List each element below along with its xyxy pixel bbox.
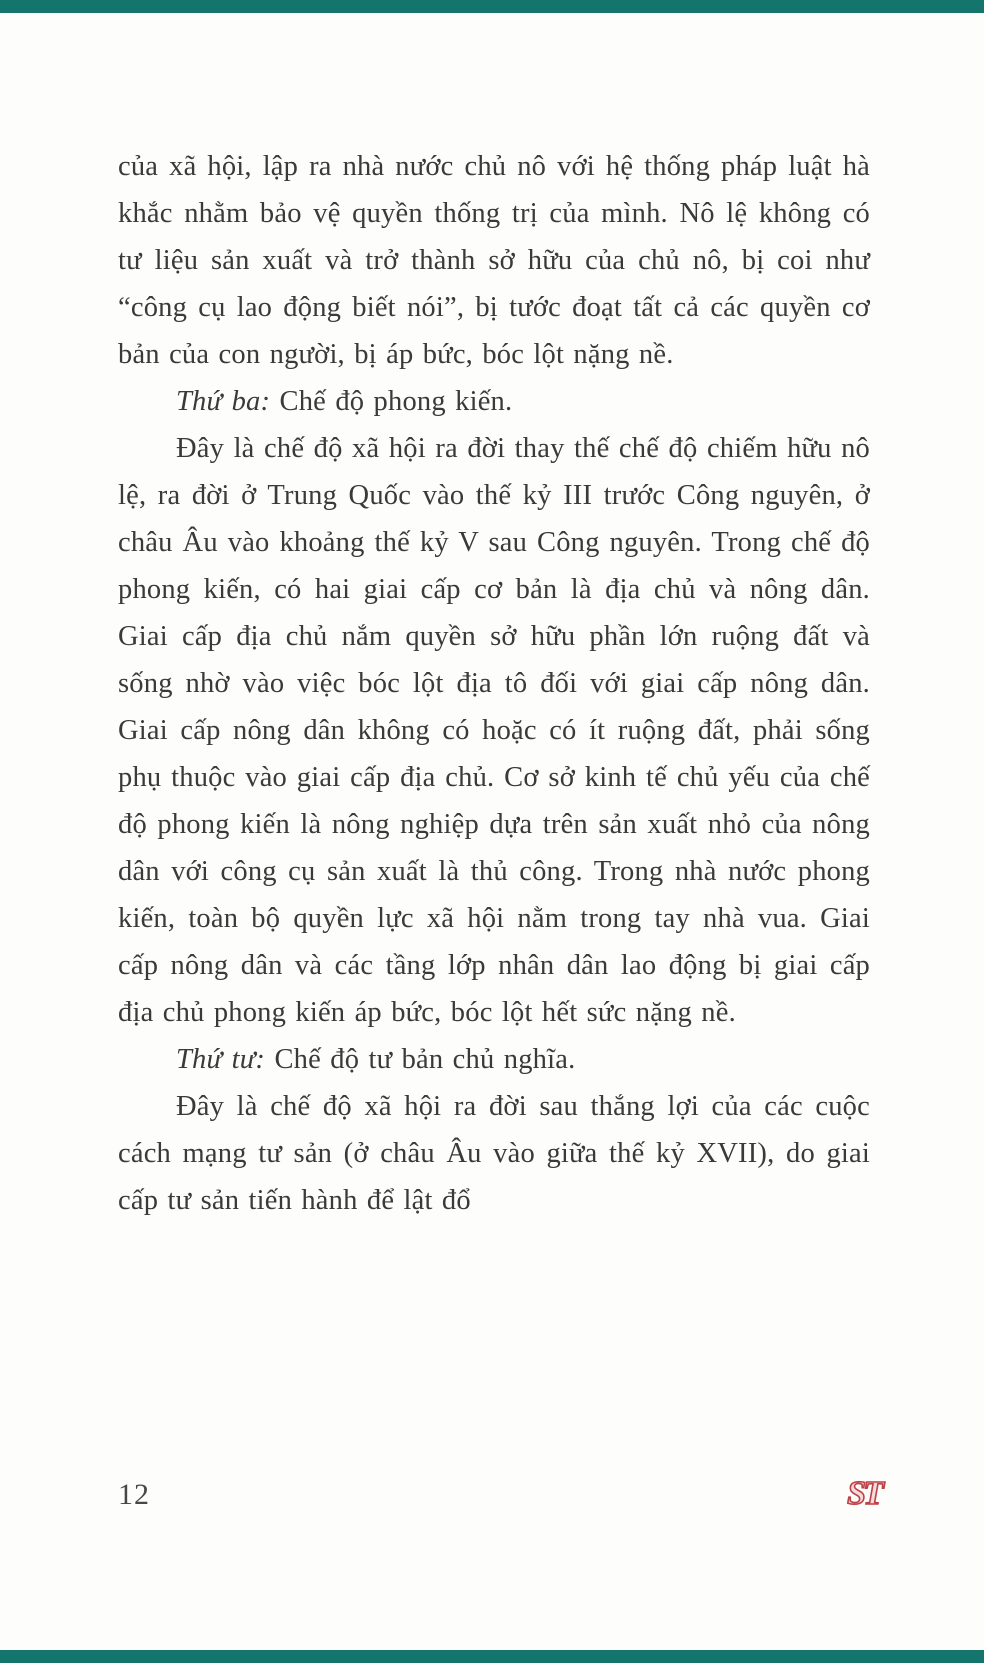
paragraph: Đây là chế độ xã hội ra đời sau thắng lợi của các cuộc cách mạng tư sản (ở châu Âu vào giữa thế kỷ XVII), do giai cấp tư sản tiến hành để lật đổ: [118, 1091, 870, 1216]
paragraph-text: Chế độ tư bản chủ nghĩa.: [265, 1044, 576, 1075]
paragraph-lead: Thứ tư:: [176, 1044, 266, 1075]
page-text: [118, 143, 870, 1224]
bottom-border: [0, 1650, 984, 1663]
paragraph: Đây là chế độ xã hội ra đời thay thế chế độ chiếm hữu nô lệ, ra đời ở Trung Quốc vào thế kỷ III trước Công nguyên, ở châu Âu vào khoảng thế kỷ V sau Công nguyên. Trong chế độ phong kiến, có hai giai cấp cơ bản là địa chủ và nông dân. Giai cấp địa chủ nắm quyền sở hữu phần lớn ruộng đất và sống nhờ vào việc bóc lột địa tô đối với giai cấp nông dân. Giai cấp nông dân không có hoặc có ít ruộng đất, phải sống phụ thuộc vào giai cấp địa chủ. Cơ sở kinh tế chủ yếu của chế độ phong kiến là nông nghiệp dựa trên sản xuất nhỏ của nông dân với công cụ sản xuất là thủ công. Trong nhà nước phong kiến, toàn bộ quyền lực xã hội nằm trong tay nhà vua. Giai cấp nông dân và các tầng lớp nhân dân lao động bị giai cấp địa chủ phong kiến áp bức, bóc lột hết sức nặng nề.: [118, 433, 870, 1028]
publisher-logo: [842, 1470, 886, 1518]
paragraph: [118, 378, 870, 425]
page-number: 12: [118, 1478, 150, 1511]
paragraph: của xã hội, lập ra nhà nước chủ nô với hệ thống pháp luật hà khắc nhằm bảo vệ quyền thống trị của mình. Nô lệ không có tư liệu sản xuất và trở thành sở hữu của chủ nô, bị coi như “công cụ lao động biết nói”, bị tước đoạt tất cả các quyền cơ bản của con người, bị áp bức, bóc lột nặng nề.: [118, 151, 870, 370]
top-border: [0, 0, 984, 13]
page-footer: [118, 1475, 886, 1528]
paragraph-text: Chế độ phong kiến.: [270, 386, 513, 417]
paragraph: [118, 1036, 870, 1083]
paragraph-lead: Thứ ba:: [176, 386, 271, 417]
publisher-logo-text: ST: [847, 1475, 881, 1512]
